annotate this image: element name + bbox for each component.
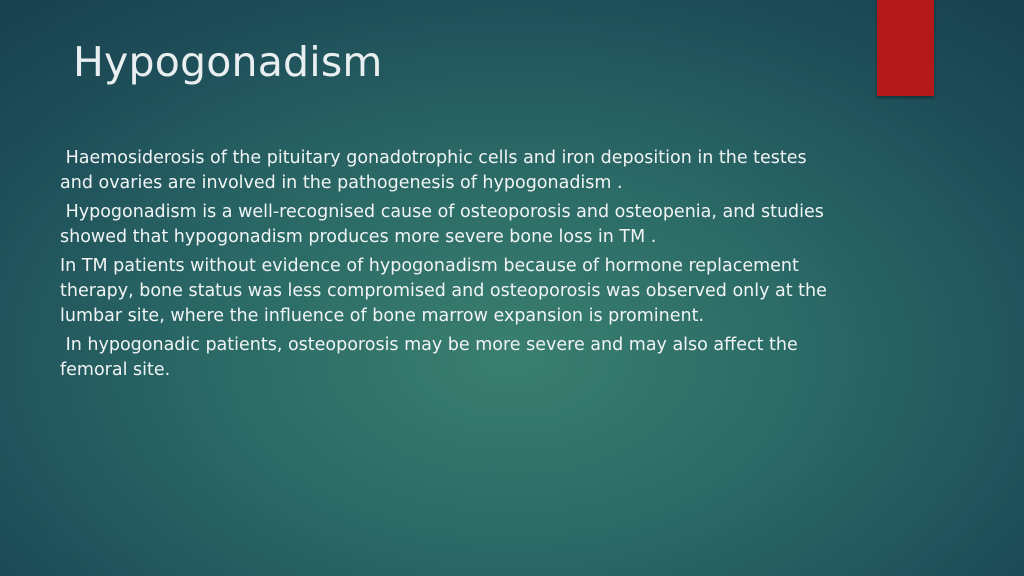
paragraph-osteoporosis-cause: Hypogonadism is a well-recognised cause of osteoporosis and osteopenia, and studies showed that hypogonadism produces more severe bone loss in TM . (60, 202, 824, 247)
slide-body (60, 146, 970, 387)
paragraph-hypogonadic-patients: In hypogonadic patients, osteoporosis may be more severe and may also affect the femoral site. (60, 335, 798, 380)
accent-bar (877, 0, 934, 96)
paragraph-hormone-replacement: In TM patients without evidence of hypogonadism because of hormone replacement therapy, bone status was less compromised and osteoporosis was observed only at the lumbar site, where the influence of bone marrow expansion is prominent. (60, 256, 827, 326)
paragraph-haemosiderosis: Haemosiderosis of the pituitary gonadotrophic cells and iron deposition in the testes and ovaries are involved in the pathogenesis of hypogonadism . (60, 148, 807, 193)
slide-title: Hypogonadism (73, 38, 383, 86)
